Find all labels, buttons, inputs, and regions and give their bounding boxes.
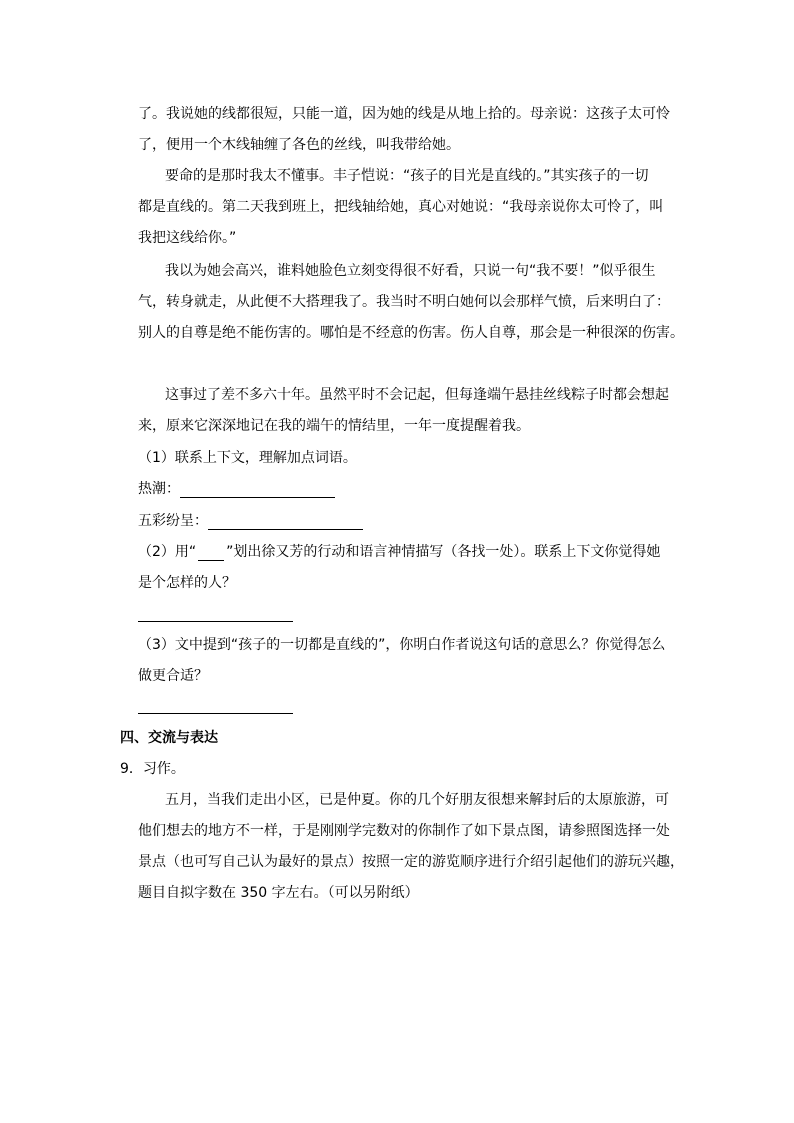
term-1-label: 热潮： [138,481,180,497]
term-1-answer-blank[interactable] [180,483,335,498]
essay-prompt-line1: 五月，当我们走出小区，已是仲夏。你的几个好朋友很想来解封后的太原旅游，可 [165,792,669,808]
question-1: （1）联系上下文，理解加点词语。 [138,450,357,466]
section-4-heading: 四、交流与表达 [120,730,218,746]
term-2-label: 五彩纷呈： [138,513,208,529]
question-2-line1 [0,543,794,561]
passage-p3-line1: 我以为她会高兴，谁料她脸色立刻变得很不好看，只说一句“我不要！”似乎很生 [165,263,656,279]
passage-p3-line2: 气，转身就走，从此便不大搭理我了。我当时不明白她何以会那样气愤，后来明白了： [138,294,670,310]
question-2-text-a: （2）用“ [138,544,197,560]
question-3-answer-line[interactable] [138,713,293,714]
question-2-line2: 是个怎样的人？ [138,575,236,591]
passage-p4-line2: 来，原来它深深地记在我的端午的情结里，一年一度提醒着我。 [138,418,530,434]
passage-p2-line3: 我把这线给你。” [138,230,237,246]
underline-symbol-blank [198,546,224,561]
essay-prompt-line3: 景点（也可写自己认为最好的景点）按照一定的游览顺序进行介绍引起他们的游玩兴趣， [138,854,684,870]
question-3-line1: （3）文中提到“孩子的一切都是直线的”，你明白作者说这句话的意思么？你觉得怎么 [138,637,666,653]
passage-p2-line2: 都是直线的。第二天我到班上，把线轴给她，真心对她说：“我母亲说你太可怜了，叫 [138,199,664,215]
question-2-answer-line[interactable] [138,621,293,622]
question-9-label: 9．习作。 [120,761,185,777]
question-3-line2: 做更合适？ [138,668,208,684]
question-1-term-2-row [0,512,794,530]
term-2-answer-blank[interactable] [208,515,363,530]
essay-prompt-line4: 题目自拟字数在 350 字左右。（可以另附纸） [138,885,419,901]
passage-p4-line1: 这事过了差不多六十年。虽然平时不会记起，但每逢端午悬挂丝线粽子时都会想起 [165,387,669,403]
question-2-text-b: ”划出徐又芳的行动和语言神情描写（各找一处）。联系上下文你觉得她 [226,544,661,560]
passage-p3-line3: 别人的自尊是绝不能伤害的。哪怕是不经意的伤害。伤人自尊，那会是一种很深的伤害。 [138,325,684,341]
essay-prompt-line2: 他们想去的地方不一样，于是刚刚学完数对的你制作了如下景点图，请参照图选择一处 [138,823,670,839]
passage-p1-line2: 了，便用一个木线轴缠了各色的丝线，叫我带给她。 [138,137,460,153]
question-1-term-1-row [0,480,794,498]
passage-p1-line1: 了。我说她的线都很短，只能一道，因为她的线是从地上拾的。母亲说：这孩子太可怜 [138,106,670,122]
passage-p2-line1: 要命的是那时我太不懂事。丰子恺说：“孩子的目光是直线的。”其实孩子的一切 [165,168,649,184]
